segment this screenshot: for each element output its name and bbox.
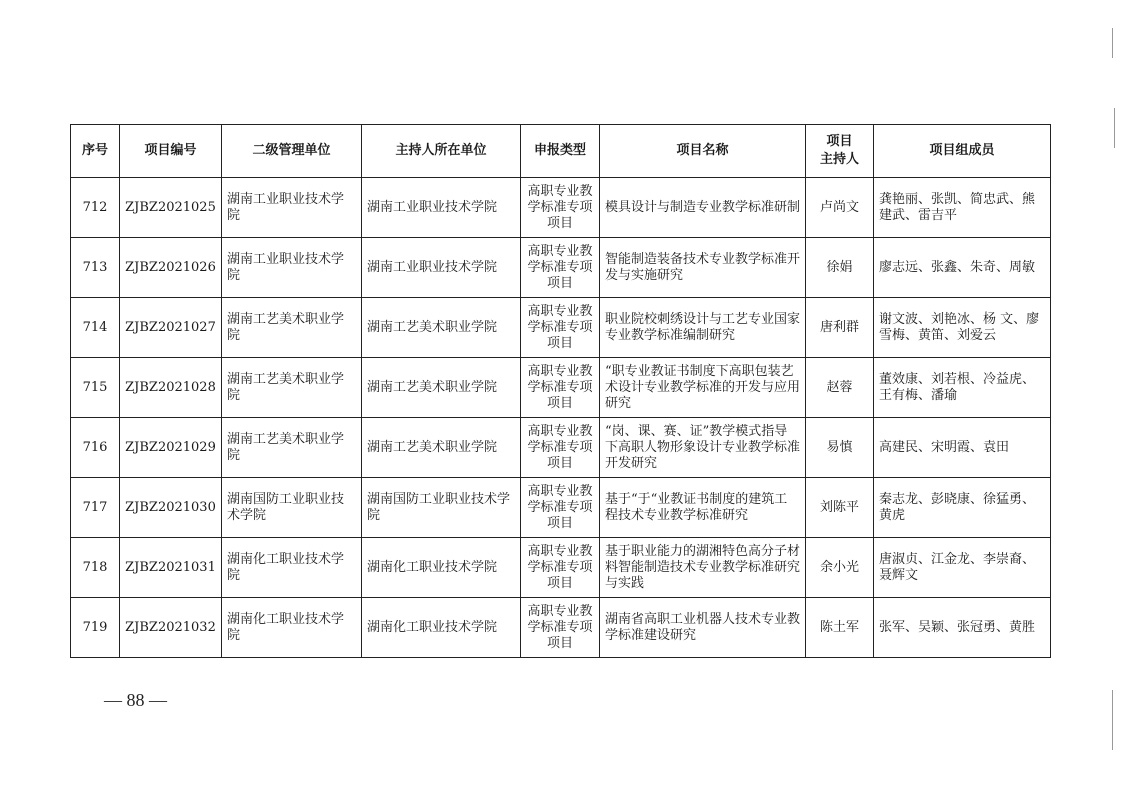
table-row: [71, 298, 1051, 358]
cell-seq: 715: [71, 358, 120, 418]
table-row: [71, 478, 1051, 538]
cell-host-unit: 湖南工艺美术职业学院: [362, 358, 521, 418]
cell-code: ZJBZ2021031: [120, 538, 222, 598]
header-host: [806, 125, 874, 178]
table-row: [71, 358, 1051, 418]
cell-host-unit: 湖南工艺美术职业学院: [362, 298, 521, 358]
cell-members: 谢文波、刘艳冰、杨 文、廖雪梅、黄笛、刘爱云: [874, 298, 1051, 358]
cell-host: 余小光: [806, 538, 874, 598]
cell-code: ZJBZ2021026: [120, 238, 222, 298]
cell-members: 秦志龙、彭晓康、徐猛勇、黄虎: [874, 478, 1051, 538]
cell-unit: 湖南工业职业技术学院: [222, 178, 362, 238]
cell-seq: 712: [71, 178, 120, 238]
cell-type: 高职专业教学标准专项项目: [521, 358, 600, 418]
cell-host-unit: 湖南化工职业技术学院: [362, 598, 521, 658]
cell-host-unit: 湖南化工职业技术学院: [362, 538, 521, 598]
cell-code: ZJBZ2021025: [120, 178, 222, 238]
cell-name: 模具设计与制造专业教学标准研制: [600, 178, 806, 238]
scan-margin-mark-mid: [1114, 108, 1115, 148]
cell-unit: 湖南工艺美术职业学院: [222, 358, 362, 418]
cell-unit: 湖南工业职业技术学院: [222, 238, 362, 298]
header-host-line2: 主持人: [819, 152, 859, 167]
cell-members: 龚艳丽、张凯、简忠武、熊建武、雷吉平: [874, 178, 1051, 238]
cell-name: 基于“于“业教证书制度的建筑工程技术专业教学标准研究: [600, 478, 806, 538]
cell-host: 卢尚文: [806, 178, 874, 238]
cell-name: 基于职业能力的湖湘特色高分子材料智能制造技术专业教学标准研究与实践: [600, 538, 806, 598]
cell-members: 张军、吴颖、张冠勇、黄胜: [874, 598, 1051, 658]
cell-unit: 湖南化工职业技术学院: [222, 598, 362, 658]
cell-members: 廖志远、张鑫、朱奇、周敏: [874, 238, 1051, 298]
cell-host: 徐娟: [806, 238, 874, 298]
header-code: 项目编号: [120, 125, 222, 178]
cell-seq: 716: [71, 418, 120, 478]
cell-seq: 713: [71, 238, 120, 298]
cell-host: 唐利群: [806, 298, 874, 358]
cell-members: 高建民、宋明霞、袁田: [874, 418, 1051, 478]
cell-seq: 719: [71, 598, 120, 658]
cell-type: 高职专业教学标准专项项目: [521, 238, 600, 298]
cell-type: 高职专业教学标准专项项目: [521, 478, 600, 538]
cell-seq: 714: [71, 298, 120, 358]
cell-code: ZJBZ2021030: [120, 478, 222, 538]
cell-unit: 湖南国防工业职业技术学院: [222, 478, 362, 538]
cell-code: ZJBZ2021027: [120, 298, 222, 358]
cell-type: 高职专业教学标准专项项目: [521, 598, 600, 658]
cell-code: ZJBZ2021028: [120, 358, 222, 418]
table-row: [71, 238, 1051, 298]
cell-host: 陈土军: [806, 598, 874, 658]
header-members: 项目组成员: [874, 125, 1051, 178]
cell-host-unit: 湖南工艺美术职业学院: [362, 418, 521, 478]
page-number: — 88 —: [104, 690, 167, 710]
cell-host-unit: 湖南工业职业技术学院: [362, 238, 521, 298]
cell-name: 智能制造装备技术专业教学标准开发与实施研究: [600, 238, 806, 298]
cell-code: ZJBZ2021032: [120, 598, 222, 658]
cell-host: 刘陈平: [806, 478, 874, 538]
cell-host-unit: 湖南工业职业技术学院: [362, 178, 521, 238]
cell-type: 高职专业教学标准专项项目: [521, 418, 600, 478]
cell-seq: 718: [71, 538, 120, 598]
cell-members: 唐淑贞、江金龙、李崇裔、聂辉文: [874, 538, 1051, 598]
cell-host-unit: 湖南国防工业职业技术学院: [362, 478, 521, 538]
header-seq: 序号: [71, 125, 120, 178]
cell-unit: 湖南工艺美术职业学院: [222, 298, 362, 358]
table-row: [71, 418, 1051, 478]
table-row: [71, 538, 1051, 598]
cell-unit: 湖南化工职业技术学院: [222, 538, 362, 598]
cell-host: 易慎: [806, 418, 874, 478]
cell-type: 高职专业教学标准专项项目: [521, 538, 600, 598]
cell-name: “职专业教证书制度下高职包装艺术设计专业教学标准的开发与应用研究: [600, 358, 806, 418]
cell-seq: 717: [71, 478, 120, 538]
header-type: 申报类型: [521, 125, 600, 178]
scan-margin-mark-top: [1112, 28, 1113, 58]
cell-unit: 湖南工艺美术职业学院: [222, 418, 362, 478]
cell-name: 湖南省高职工业机器人技术专业教学标准建设研究: [600, 598, 806, 658]
cell-host: 赵蓉: [806, 358, 874, 418]
header-host-line1: 项目: [826, 134, 853, 149]
cell-name: 职业院校刺绣设计与工艺专业国家专业教学标准编制研究: [600, 298, 806, 358]
header-unit: 二级管理单位: [222, 125, 362, 178]
cell-members: 董效康、刘若根、冷益虎、王有梅、潘瑜: [874, 358, 1051, 418]
table-row: [71, 598, 1051, 658]
cell-type: 高职专业教学标准专项项目: [521, 178, 600, 238]
cell-code: ZJBZ2021029: [120, 418, 222, 478]
header-host-unit: 主持人所在单位: [362, 125, 521, 178]
cell-type: 高职专业教学标准专项项目: [521, 298, 600, 358]
scan-margin-mark-bottom: [1112, 690, 1113, 750]
header-row: [71, 125, 1051, 178]
table-row: [71, 178, 1051, 238]
cell-name: “岗、课、赛、证”教学模式指导下高职人物形象设计专业教学标准开发研究: [600, 418, 806, 478]
header-name: 项目名称: [600, 125, 806, 178]
projects-table: [70, 124, 1051, 658]
